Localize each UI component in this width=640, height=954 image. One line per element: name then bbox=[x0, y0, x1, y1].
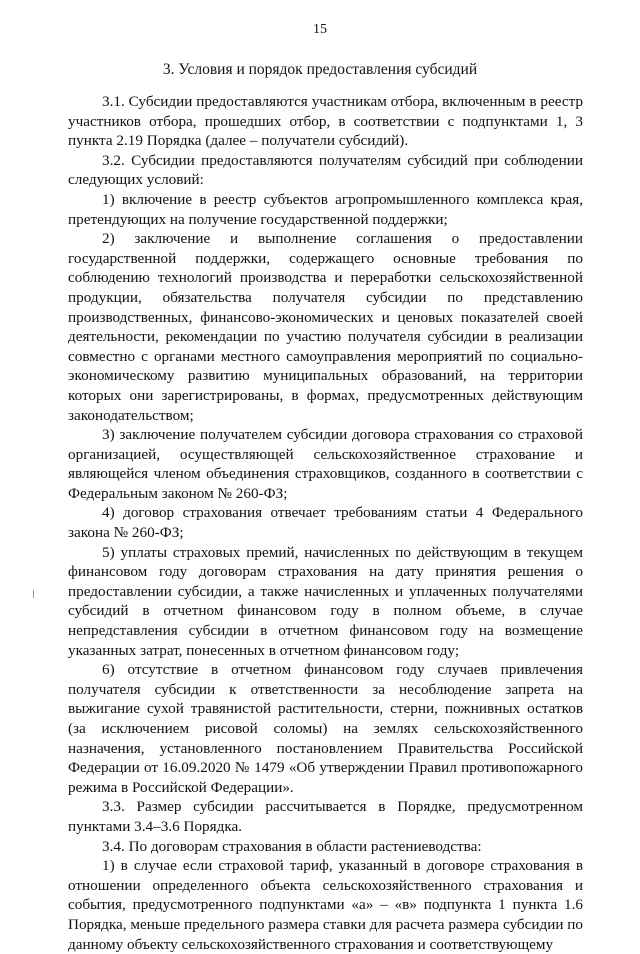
page-number: 15 bbox=[313, 22, 327, 37]
section-title: 3. Условия и порядок предоставления субсидий bbox=[162, 61, 478, 78]
paragraph-3-4: 3.4. По договорам страхования в области растениеводства: bbox=[102, 837, 482, 855]
condition-4: 4) договор страхования отвечает требованиям статьи 4 Федерального закона № 260-ФЗ; bbox=[68, 504, 583, 542]
paragraph-3-1: 3.1. Субсидии предоставляются участникам отбора, включенным в реестр участников отбора, прошедших отбор, в соответствии с подпунктами 1, 3 пункта 2.19 Порядка (далее – получатели субсидий). bbox=[68, 93, 583, 150]
paragraph-3-2: 3.2. Субсидии предоставляются получателям субсидий при соблюдении следующих условий: bbox=[68, 151, 583, 189]
margin-mark bbox=[33, 590, 34, 598]
condition-3: 3) заключение получателем субсидии договора страхования со страховой организацией, осуществляющей сельскохозяйственное страхование и являющейся членом объединения страховщиков, созданного в соответствии с Федеральным законом № 260-ФЗ; bbox=[68, 426, 583, 502]
condition-2: 2) заключение и выполнение соглашения о предоставлении государственной поддержки, содержащего основные требования по соблюдению технологий производства и переработки сельскохозяйственной продукции, обязательства получателя субсидии по представлению производственных, финансово-экономических и ценовых показателей своей деятельности, рекомендации по участию получателя субсидии в реализации совместно с органами местного самоуправления мероприятий по социально-экономическому развитию муниципальных образований, на территории которых они зарегистрированы, в формах, предусмотренных действующим законодательством; bbox=[68, 230, 583, 424]
paragraph-3-3: 3.3. Размер субсидии рассчитывается в Порядке, предусмотренном пунктами 3.4–3.6 Порядка. bbox=[68, 798, 583, 835]
condition-5: 5) уплаты страховых премий, начисленных по действующим в текущем финансовом году договорам страхования на дату принятия решения о предоставлении субсидии, а также начисленных и уплаченных получателями субсидий в отчетном финансовом году в полном объеме, в случае непредставления субсидии в отчетном финансовом году на возмещение указанных затрат, понесенных в отчетном финансовом году; bbox=[68, 543, 583, 659]
document-body bbox=[68, 92, 583, 954]
paragraph-3-4-item-1: 1) в случае если страховой тариф, указанный в договоре страхования в отношении определенного объекта сельскохозяйственного страхования и события, предусмотренного подпунктами «а» – «в» подпункта 1 пункта 1.6 Порядка, меньше предельного размера ставки для расчета размера субсидии по данному объекту сельскохозяйственного страхования и соответствующему bbox=[68, 857, 583, 953]
condition-6: 6) отсутствие в отчетном финансовом году случаев привлечения получателя субсидии к ответственности за несоблюдение запрета на выжигание сухой травянистой растительности, стерни, пожнивных остатков (за исключением рисовой соломы) на землях сельскохозяйственного назначения, установленного постановлением Правительства Российской Федерации от 16.09.2020 № 1479 «Об утверждении Правил противопожарного режима в Российской Федерации». bbox=[68, 661, 583, 796]
condition-1: 1) включение в реестр субъектов агропромышленного комплекса края, претендующих на получение государственной поддержки; bbox=[68, 190, 583, 228]
